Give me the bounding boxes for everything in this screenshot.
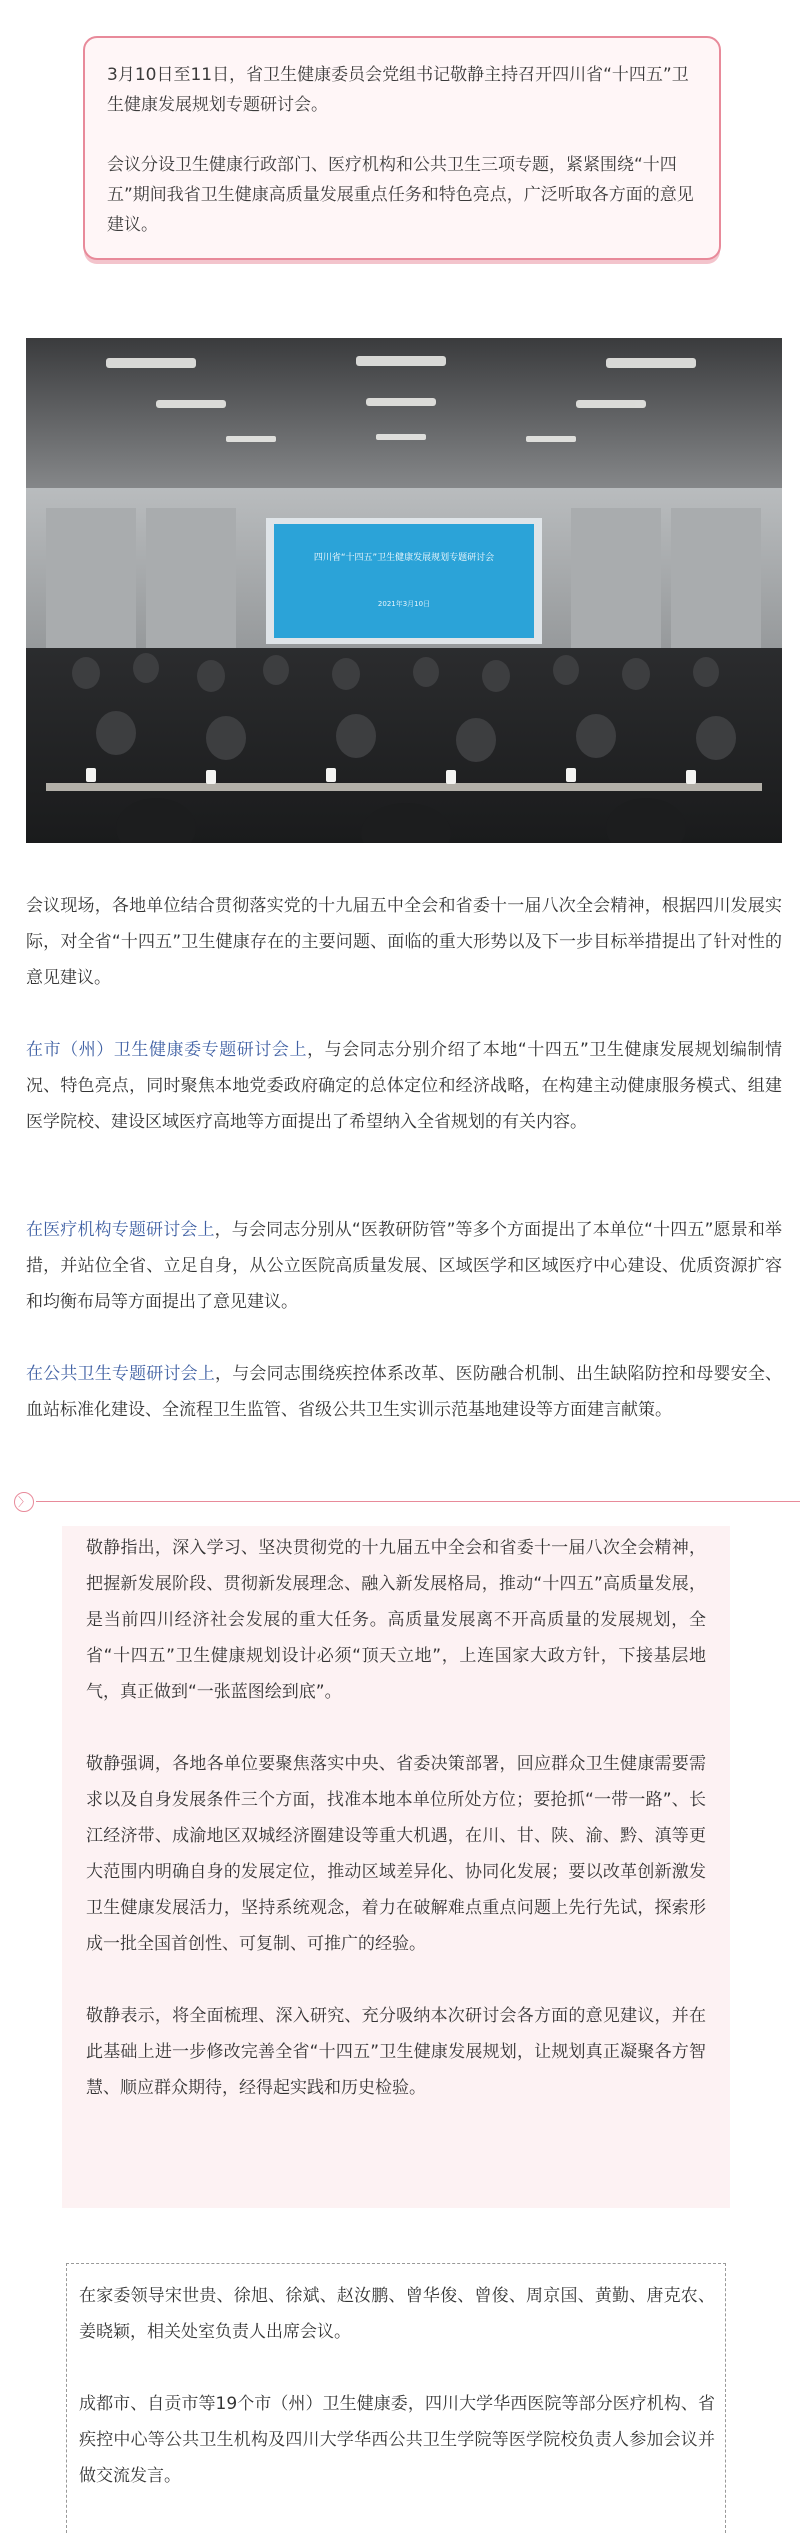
screen-title: 四川省“十四五”卫生健康发展规划专题研讨会 xyxy=(313,553,495,563)
city-section-body: ，与会同志分别介绍了本地“十四五”卫生健康发展规划编制情况、特色亮点，同时聚焦本地党委政府确定的总体定位和经济战略，在构建主动健康服务模式、组建医学院校、建设区域医疗高地等方面提出了希望纳入全省规划的有关内容。 xyxy=(26,1040,782,1132)
intro-paragraph-2: 会议分设卫生健康行政部门、医疗机构和公共卫生三项专题，紧紧围绕“十四五”期间我省卫生健康高质量发展重点任务和特色亮点，广泛听取各方面的意见建议。 xyxy=(107,155,694,235)
attendees-box xyxy=(66,2263,726,2533)
projection-screen xyxy=(274,524,534,638)
attendees-paragraph-2: 成都市、自贡市等19个市（州）卫生健康委，四川大学华西医院等部分医疗机构、省疾控中心等公共卫生机构及四川大学华西公共卫生学院等医学院校负责人参加会议并做交流发言。 xyxy=(79,2394,715,2486)
public-health-section-text xyxy=(26,1356,782,1428)
screen-date: 2021年3月10日 xyxy=(377,600,431,608)
meeting-photo-illustration xyxy=(26,338,782,843)
speech-paragraph-2: 敬静强调，各地各单位要聚焦落实中央、省委决策部署，回应群众卫生健康需要需求以及自身发展条件三个方面，找准本地本单位所处方位；要抢抓“一带一路”、长江经济带、成渝地区双城经济圈建设等重大机遇，在川、甘、陕、渝、黔、滇等更大范围内明确自身的发展定位，推动区域差异化、协同化发展；要以改革创新激发卫生健康发展活力，坚持系统观念，着力在破解难点重点问题上先行先试，探索形成一批全国首创性、可复制、可推广的经验。 xyxy=(86,1754,706,1954)
speech-box xyxy=(62,1526,730,2208)
speech-paragraph-1: 敬静指出，深入学习、坚决贯彻党的十九届五中全会和省委十一届八次全会精神，把握新发展阶段、贯彻新发展理念、融入新发展格局，推动“十四五”高质量发展，是当前四川经济社会发展的重大任务。高质量发展离不开高质量的发展规划，全省“十四五”卫生健康规划设计必须“顶天立地”，上连国家大政方针，下接基层地气，真正做到“一张蓝图绘到底”。 xyxy=(86,1538,706,1702)
medical-section xyxy=(26,1212,782,1320)
medical-section-text xyxy=(26,1212,782,1320)
public-health-section-heading: 在公共卫生专题研讨会上 xyxy=(26,1364,216,1384)
city-section xyxy=(26,1032,782,1140)
city-section-text xyxy=(26,1032,782,1140)
public-health-section xyxy=(26,1356,782,1428)
city-section-heading: 在市（州）卫生健康委专题研讨会上 xyxy=(26,1040,308,1060)
section-divider xyxy=(14,1492,800,1512)
meeting-summary xyxy=(26,888,782,996)
intro-box xyxy=(83,36,721,260)
public-health-section-body: ，与会同志围绕疾控体系改革、医防融合机制、出生缺陷防控和母婴安全、血站标准化建设、全流程卫生监管、省级公共卫生实训示范基地建设等方面建言献策。 xyxy=(26,1364,782,1420)
intro-paragraph-1: 3月10日至11日，省卫生健康委员会党组书记敬静主持召开四川省“十四五”卫生健康发展规划专题研讨会。 xyxy=(107,65,689,115)
medical-section-heading: 在医疗机构专题研讨会上 xyxy=(26,1220,215,1240)
meeting-summary-text: 会议现场，各地单位结合贯彻落实党的十九届五中全会和省委十一届八次全会精神，根据四川发展实际，对全省“十四五”卫生健康存在的主要问题、面临的重大形势以及下一步目标举措提出了针对性的意见建议。 xyxy=(26,896,782,988)
attendees-paragraph-1: 在家委领导宋世贵、徐旭、徐斌、赵汝鹏、曾华俊、曾俊、周京国、黄勤、唐克农、姜晓颖，相关处室负责人出席会议。 xyxy=(79,2286,715,2342)
meeting-photo xyxy=(26,338,782,843)
speech-paragraph-3: 敬静表示，将全面梳理、深入研究、充分吸纳本次研讨会各方面的意见建议，并在此基础上进一步修改完善全省“十四五”卫生健康发展规划，让规划真正凝聚各方智慧、顺应群众期待，经得起实践和历史检验。 xyxy=(86,2006,706,2098)
medical-section-body: ，与会同志分别从“医教研防管”等多个方面提出了本单位“十四五”愿景和举措，并站位全省、立足自身，从公立医院高质量发展、区域医学和区域医疗中心建设、优质资源扩容和均衡布局等方面提出了意见建议。 xyxy=(26,1220,782,1312)
chevron-right-icon: 〉 xyxy=(14,1492,34,1512)
divider-line xyxy=(36,1501,800,1502)
